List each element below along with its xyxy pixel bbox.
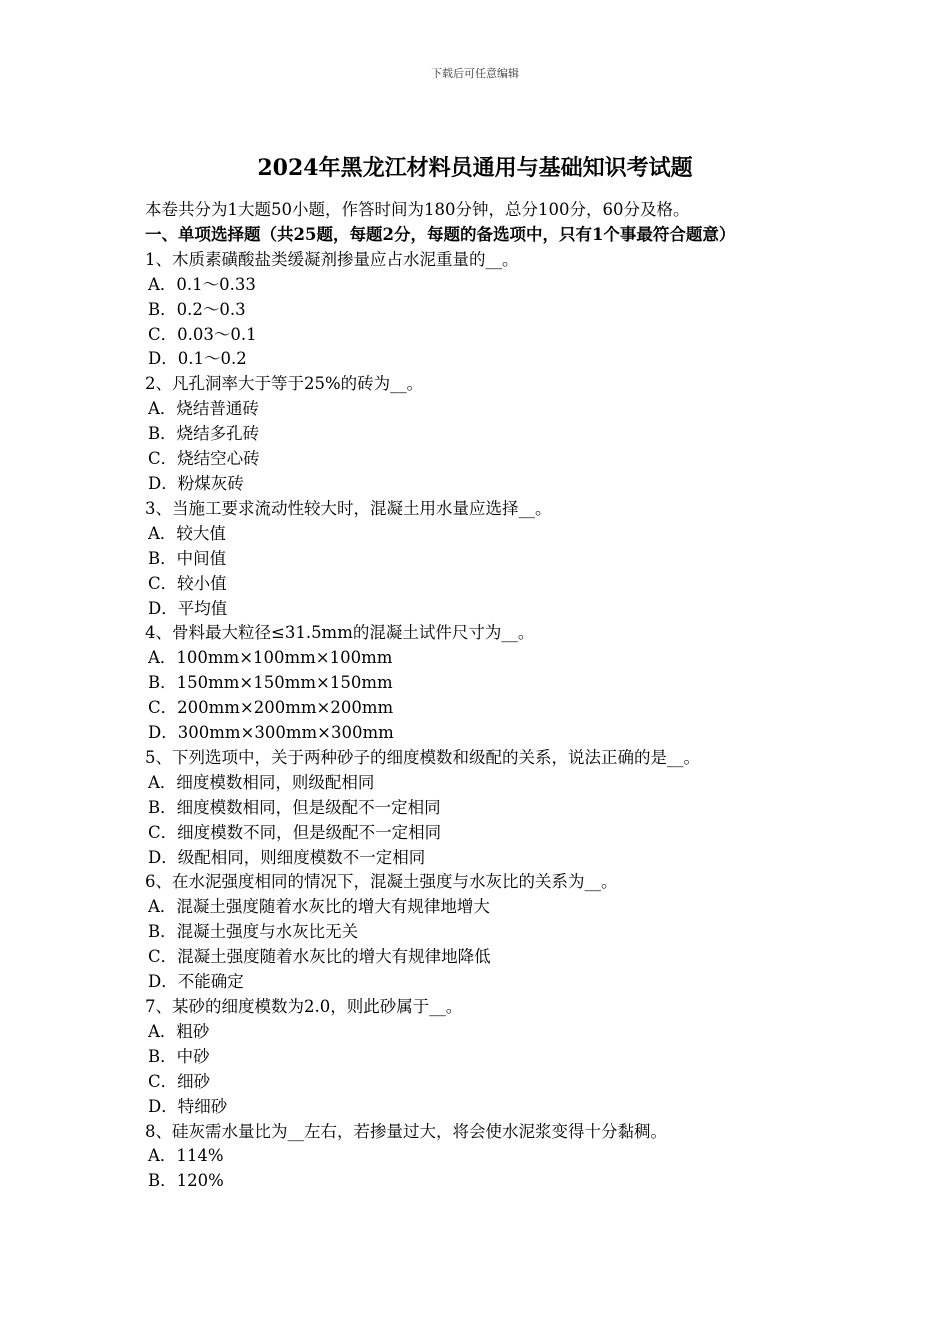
header-note: 下载后可任意编辑 <box>431 67 519 80</box>
question-block <box>145 746 815 871</box>
answer-option: B．120% <box>148 1171 224 1191</box>
intro-text: 本卷共分为1大题50小题，作答时间为180分钟，总分100分，60分及格。 <box>145 200 690 219</box>
answer-option: C．0.03～0.1 <box>148 324 257 344</box>
answer-option: D．不能确定 <box>148 972 244 992</box>
document-body <box>145 198 815 1194</box>
answer-option: A．烧结普通砖 <box>148 399 259 419</box>
answer-option: B．中间值 <box>148 548 227 568</box>
answer-option: C．混凝土强度随着水灰比的增大有规律地降低 <box>148 947 491 967</box>
question-stem: 8、硅灰需水量比为__左右，若掺量过大，将会使水泥浆变得十分黏稠。 <box>145 1121 667 1141</box>
question-block <box>145 1120 815 1195</box>
question-block <box>145 248 815 373</box>
answer-option: C．200mm×200mm×200mm <box>148 698 394 718</box>
answer-option: A．细度模数相同，则级配相同 <box>148 772 375 792</box>
answer-option: C．细度模数不同，但是级配不一定相同 <box>148 822 442 842</box>
answer-option: A．粗砂 <box>148 1021 210 1041</box>
question-stem: 5、下列选项中，关于两种砂子的细度模数和级配的关系，说法正确的是__。 <box>145 747 700 767</box>
answer-option: C．烧结空心砖 <box>148 449 260 469</box>
answer-option: B．中砂 <box>148 1046 210 1066</box>
answer-option: D．平均值 <box>148 598 228 618</box>
answer-option: B．细度模数相同，但是级配不一定相同 <box>148 797 441 817</box>
answer-option: D．级配相同，则细度模数不一定相同 <box>148 847 426 867</box>
answer-option: D．特细砂 <box>148 1096 228 1116</box>
document-title: 2024年黑龙江材料员通用与基础知识考试题 <box>257 155 693 181</box>
answer-option: C．细砂 <box>148 1071 211 1091</box>
question-stem: 2、凡孔洞率大于等于25%的砖为__。 <box>145 374 424 394</box>
answer-option: D．粉煤灰砖 <box>148 473 244 493</box>
question-block <box>145 372 815 497</box>
question-block <box>145 621 815 746</box>
answer-option: D．300mm×300mm×300mm <box>148 723 394 743</box>
answer-option: B．烧结多孔砖 <box>148 424 260 444</box>
answer-option: D．0.1～0.2 <box>148 349 247 369</box>
question-stem: 7、某砂的细度模数为2.0，则此砂属于__。 <box>145 997 463 1016</box>
question-block <box>145 995 815 1120</box>
question-block <box>145 497 815 622</box>
section-heading: 一、单项选择题（共25题，每题2分，每题的备选项中，只有1个事最符合题意） <box>145 224 736 244</box>
question-stem: 3、当施工要求流动性较大时，混凝土用水量应选择__。 <box>145 498 552 518</box>
answer-option: C．较小值 <box>148 573 227 593</box>
question-stem: 6、在水泥强度相同的情况下，混凝土强度与水灰比的关系为__。 <box>145 872 618 892</box>
answer-option: A．0.1～0.33 <box>148 274 256 294</box>
question-stem: 4、骨料最大粒径≤31.5mm的混凝土试件尺寸为__。 <box>145 623 535 643</box>
answer-option: B．150mm×150mm×150mm <box>148 673 393 693</box>
answer-option: B．混凝土强度与水灰比无关 <box>148 922 359 942</box>
answer-option: B．0.2～0.3 <box>148 299 246 319</box>
answer-option: A．混凝土强度随着水灰比的增大有规律地增大 <box>148 897 490 917</box>
question-stem: 1、木质素磺酸盐类缓凝剂掺量应占水泥重量的__。 <box>145 249 519 269</box>
answer-option: A．114% <box>148 1146 224 1166</box>
answer-option: A．较大值 <box>148 523 226 543</box>
question-list <box>145 248 815 1194</box>
question-block <box>145 870 815 995</box>
answer-option: A．100mm×100mm×100mm <box>148 648 393 668</box>
